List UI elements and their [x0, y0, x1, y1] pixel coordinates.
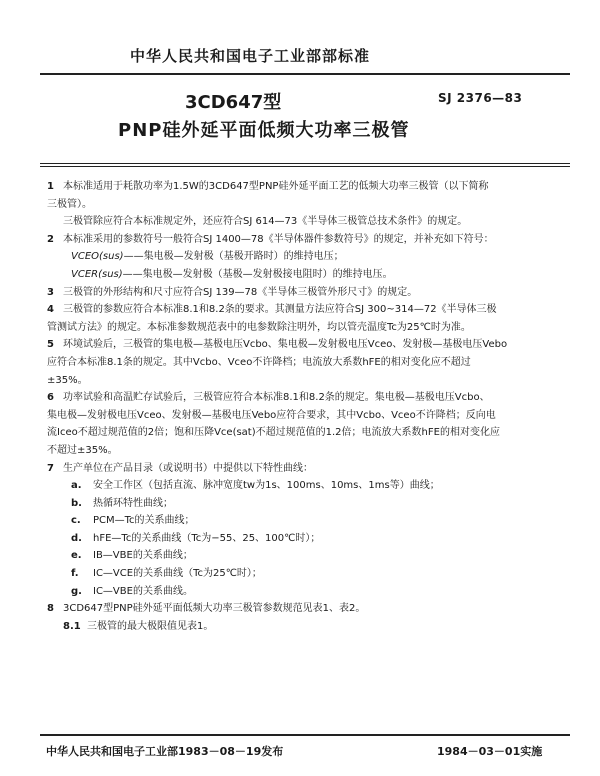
clause-text: IB—VBE的关系曲线； — [93, 550, 193, 562]
list-item-a — [47, 477, 567, 495]
clause-text: 管测试方法》的规定。本标准参数规范表中的电参数除注明外，均以管壳温度Tc为25℃时为准。 — [47, 321, 471, 333]
list-letter: e. — [71, 550, 82, 562]
standard-code: 3CD647型 — [185, 92, 282, 113]
clause-number: 3 — [47, 286, 54, 298]
clause-6 — [47, 389, 567, 407]
clause-number: 1 — [47, 181, 54, 192]
symbol-def-2 — [47, 266, 567, 284]
clause-text: IC—VCE的关系曲线（Tc为25℃时）； — [93, 568, 262, 580]
clause-number: 6 — [47, 392, 54, 404]
clause-1 — [47, 178, 567, 196]
list-item-f — [47, 565, 567, 583]
clause-8-1 — [47, 618, 567, 636]
clause-2 — [47, 231, 567, 249]
clause-text: 三极管）。 — [47, 198, 92, 210]
standard-number: SJ 2376—83 — [438, 91, 523, 105]
header-organization: 中华人民共和国电子工业部部标准 — [130, 47, 371, 65]
list-item-e — [47, 547, 567, 565]
list-item-c — [47, 512, 567, 530]
clause-text: 不超过±35%。 — [47, 444, 118, 456]
symbol: VCER(sus) — [71, 268, 123, 280]
clause-text: IC—VBE的关系曲线。 — [93, 585, 193, 597]
clause-text: 本标准适用于耗散功率为1.5W的3CD647型PNP硅外延平面工艺的低频大功率三极管（以下简称 — [63, 181, 489, 192]
clause-text: 热循环特性曲线； — [93, 497, 173, 509]
footer-rule — [40, 734, 570, 736]
clause-8 — [47, 600, 567, 618]
clause-number: 8.1 — [63, 620, 81, 632]
clause-6-cont2 — [47, 424, 567, 442]
list-letter: c. — [71, 515, 81, 527]
clause-text: hFE—Tc的关系曲线（Tc为−55、25、100℃时）； — [93, 532, 321, 544]
effective-date: 1984－03－01实施 — [437, 745, 543, 758]
standard-title: PNP硅外延平面低频大功率三极管 — [118, 120, 410, 141]
clause-text: 三极管除应符合本标准规定外，还应符合SJ 614—73《半导体三极管总技术条件》的规定。 — [63, 216, 468, 228]
clause-text: 安全工作区（包括直流、脉冲宽度tw为1s、100ms、10ms、1ms等）曲线； — [93, 480, 440, 492]
clause-7 — [47, 460, 567, 478]
clause-text: 三极管的最大极限值见表1。 — [87, 620, 214, 632]
clause-number: 4 — [47, 304, 54, 316]
standard-body — [47, 178, 567, 635]
clause-1-cont — [47, 196, 567, 214]
list-letter: g. — [71, 585, 82, 597]
symbol: VCEO(sus) — [71, 251, 124, 263]
list-letter: b. — [71, 497, 82, 509]
clause-5-cont — [47, 354, 567, 372]
clause-4-cont — [47, 319, 567, 337]
clause-text: ±35%。 — [47, 374, 88, 386]
list-letter: a. — [71, 480, 82, 492]
clause-5-end — [47, 372, 567, 390]
clause-number: 5 — [47, 339, 54, 351]
clause-text: 3CD647型PNP硅外延平面低频大功率三极管参数规范见表1、表2。 — [63, 603, 366, 615]
clause-text: 集电极—发射极电压Vceo、发射极—基极电压Vebo应符合要求，其中Vcbo、Vceo不许降档；反向电 — [47, 409, 496, 421]
issue-date: 中华人民共和国电子工业部1983－08－19发布 — [46, 745, 284, 758]
clause-text: 流Iceo不超过规范值的2倍；饱和压降Vce(sat)不超过规范值的1.2倍；电流放大系数hFE的相对变化应 — [47, 427, 500, 439]
list-item-g — [47, 583, 567, 601]
clause-6-end — [47, 442, 567, 460]
clause-text: 应符合本标准8.1条的规定。其中Vcbo、Vceo不许降档；电流放大系数hFE的相对变化应不超过 — [47, 356, 471, 368]
clause-number: 8 — [47, 603, 54, 615]
clause-5 — [47, 336, 567, 354]
clause-text: 本标准采用的参数符号一般符合SJ 1400—78《半导体器件参数符号》的规定，并补充如下符号： — [63, 233, 494, 245]
list-letter: f. — [71, 568, 79, 580]
clause-6-cont — [47, 407, 567, 425]
clause-3 — [47, 284, 567, 302]
symbol-def-1 — [47, 248, 567, 266]
clause-text: ——集电极—发射极（基极—发射极接电阻时）的维持电压。 — [122, 268, 393, 280]
title-rule-top — [40, 163, 570, 164]
list-letter: d. — [71, 532, 82, 544]
clause-text: 环境试验后，三极管的集电极—基极电压Vcbo、集电极—发射极电压Vceo、发射极—基极电压Vebo — [63, 339, 508, 351]
clause-text: 生产单位在产品目录（或说明书）中提供以下特性曲线： — [63, 462, 313, 474]
clause-number: 7 — [47, 462, 54, 474]
clause-text: PCM—Tc的关系曲线； — [93, 515, 195, 527]
clause-4 — [47, 301, 567, 319]
list-item-b — [47, 495, 567, 513]
clause-text: 三极管的参数应符合本标准8.1和8.2条的要求。其测量方法应符合SJ 300~314—72《半导体三极 — [63, 304, 497, 316]
clause-text: ——集电极—发射极（基极开路时）的维持电压； — [123, 251, 344, 263]
clause-text: 功率试验和高温贮存试验后，三极管应符合本标准8.1和8.2条的规定。集电极—基极电压Vcbo、 — [63, 392, 490, 404]
clause-number: 2 — [47, 233, 54, 245]
title-rule-bottom — [40, 166, 570, 167]
clause-1-para — [47, 213, 567, 231]
header-rule — [40, 73, 570, 75]
list-item-d — [47, 530, 567, 548]
clause-text: 三极管的外形结构和尺寸应符合SJ 139—78《半导体三极管外形尺寸》的规定。 — [63, 286, 418, 298]
